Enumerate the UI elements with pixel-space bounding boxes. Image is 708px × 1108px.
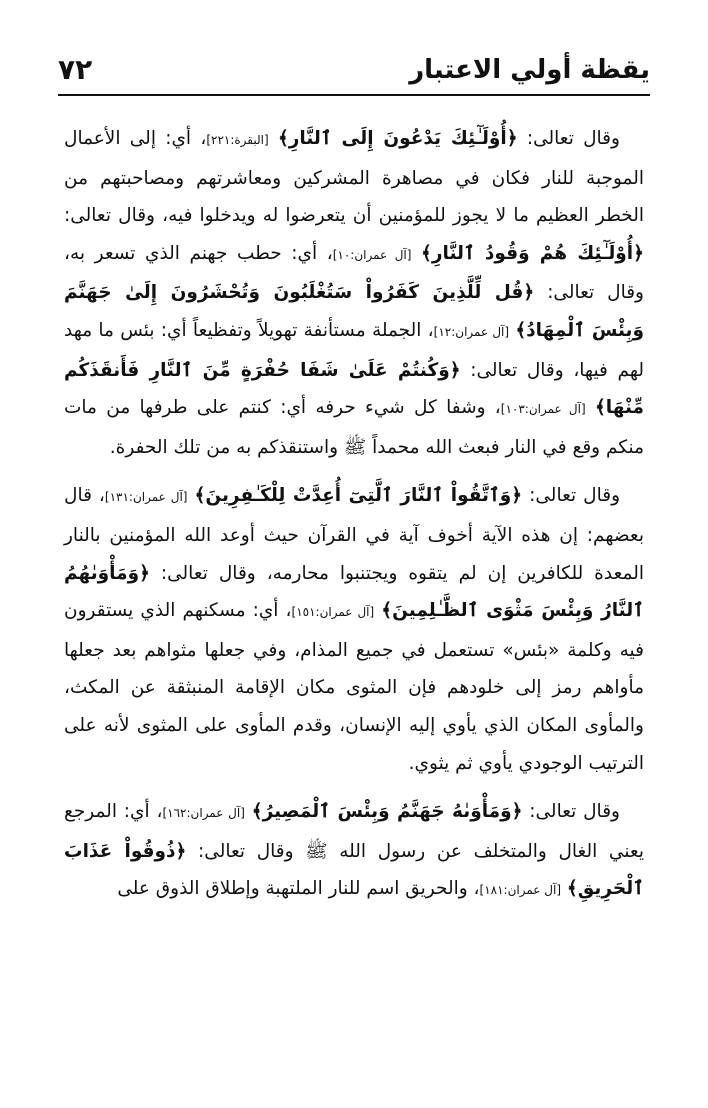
quran-verse: ﴿وَمَأْوَىٰهُمُ ٱلنَّارُ وَبِئْسَ مَثْوَى ٱلظَّـٰلِمِينَ﴾ (64, 562, 644, 622)
verse-reference: [آل عمران:١٠٣] (500, 402, 586, 417)
paragraph-text: ، والحريق اسم للنار الملتهبة وإطلاق الذوق على (117, 878, 480, 900)
paragraph-text: ، أي: إلى الأعمال الموجبة للنار فكان في مصاهرة المشركين ومعاشرتهم ومصاحبتهم من الخطر العظيم ما لا يجوز للمؤمنين أن يتعرضوا له ويدخلوا فيه، وقال تعالى: (64, 128, 644, 227)
verse-reference: [آل عمران:١٠] (332, 247, 412, 262)
quran-verse: ﴿وَٱتَّقُواْ ٱلنَّارَ ٱلَّتِىٓ أُعِدَّتْ لِلْكَـٰفِرِينَ﴾ (194, 485, 523, 507)
quran-verse: ﴿قُل لِّلَّذِينَ كَفَرُواْ سَتُغْلَبُونَ وَتُحْشَرُونَ إِلَىٰ جَهَنَّمَ وَبِئْسَ ٱلْمِهَادُ﴾ (64, 282, 644, 341)
verse-reference: [آل عمران:١٦٢] (162, 806, 245, 821)
quran-verse: ﴿أُوْلَـٰٓئِكَ يَدْعُونَ إِلَى ٱلنَّارِ﴾ (277, 128, 518, 149)
paragraph-text: ، قال بعضهم: إن هذه الآية أخوف آية في القرآن حيث أوعد الله المؤمنين بالنار المعدة للكافرين إن لم يتقوه ويجتنبوا محارمه، وقال تعالى: (64, 485, 644, 584)
header-divider (58, 94, 650, 96)
paragraph-intro: وقال تعالى: (526, 128, 620, 149)
paragraph-text: ، الجملة مستأنفة تهويلاً وتفظيعاً أي: بئس ما مهد لهم فيها، وقال تعالى: (64, 319, 644, 381)
paragraph-text: ، وشفا كل شيء حرفه أي: كنتم على طرفها من مات منكم وقع في النار فبعث الله محمداً ﷺ واستنقذكم به من تلك الحفرة. (64, 397, 644, 458)
paragraph-intro: وقال تعالى: (529, 485, 620, 507)
paragraph-text: ، أي: مسكنهم الذي يستقرون فيه وكلمة «بئس» تستعمل في جميع المذام، وفي جعلها مثواهم بعد جعلها مأواهم رمز إلى خلودهم فإن المثوى مكان الإقامة المنبثقة عن المكث، والمأوى المكان الذي يأوي إليه الإنسان، وقدم المأوى على المثوى لأنه على الترتيب الوجودي يأوي ثم يثوي. (64, 600, 644, 774)
verse-reference: [آل عمران:١٥١] (291, 605, 375, 620)
paragraph-3 (64, 793, 644, 910)
paragraph-intro: وقال تعالى: (529, 801, 620, 823)
verse-reference: [البقرة:٢٢١] (206, 133, 269, 147)
verse-reference: [آل عمران:١٣١] (104, 490, 188, 505)
running-title: يقظة أولي الاعتبار (409, 55, 650, 85)
paragraph-text: ، أي: المرجع يعني الغال والمتخلف عن رسول الله ﷺ وقال تعالى: (64, 801, 644, 862)
verse-reference: [آل عمران:١٨١] (479, 883, 562, 898)
verse-reference: [آل عمران:١٢] (433, 324, 510, 339)
paragraph-1 (64, 120, 644, 466)
body-text (64, 120, 644, 921)
paragraph-2 (64, 477, 644, 782)
quran-verse: ﴿وَكُنتُمْ عَلَىٰ شَفَا حُفْرَةٍ مِّنَ ٱلنَّارِ فَأَنقَذَكُم مِّنْهَا﴾ (64, 359, 644, 419)
page-number: ٧٢ (58, 53, 93, 86)
paragraph-text: ، أي: حطب جهنم الذي تسعر به، وقال تعالى: (64, 242, 644, 304)
quran-verse: ﴿ذُوقُواْ عَذَابَ ٱلْحَرِيقِ﴾ (64, 840, 644, 900)
page-header (58, 50, 650, 90)
quran-verse: ﴿أُوْلَـٰٓئِكَ هُمْ وَقُودُ ٱلنَّارِ﴾ (421, 242, 644, 264)
quran-verse: ﴿وَمَأْوَىٰهُ جَهَنَّمُ وَبِئْسَ ٱلْمَصِيرُ﴾ (251, 801, 523, 823)
